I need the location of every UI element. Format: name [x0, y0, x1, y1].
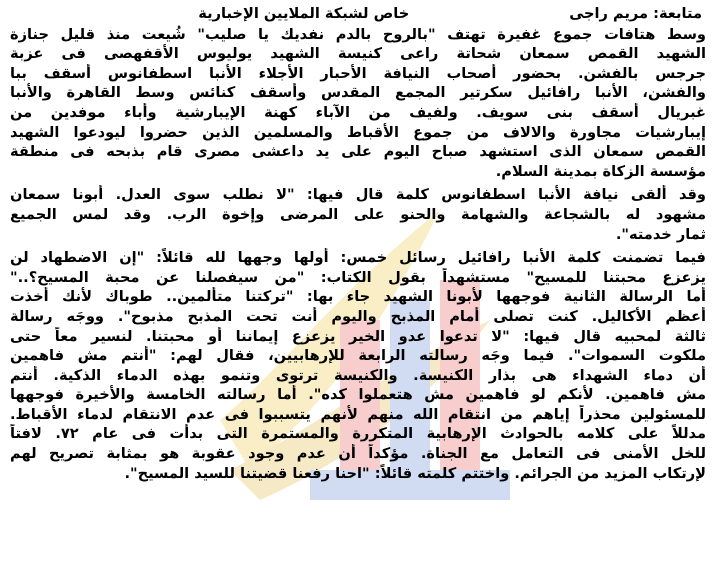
text-line: وقد ألقى نيافة الأنبا اسطفانوس كلمة قال فيها: "لا نطلب سوى العدل. أبونا سمعان	[10, 186, 706, 204]
text-line: أن دماء الشهداء هى بذار الكنيسة. والكنيسة ترتوى وتنمو بهذه الدماء الذكية. أنتم	[10, 366, 706, 384]
text-line: مؤسسة الزكاة بمدينة السلام.	[495, 162, 706, 180]
text-line: جرجس بالفشن. بحضور أصحاب النيافة الأحبار الأجلاء الأنبا اسطفانوس أسقف ببا	[10, 64, 706, 82]
text-line: للخل الأمنى فى التعامل مع الجناة. مؤكداً أن عدم وجود عقوبة هو بمثابة تصريح لهم	[10, 445, 706, 463]
text-line: فيما تضمنت كلمة الأنبا رافائيل رسائل خمس: أولها وجهها لله قائلاً: "إن الاضطهاد لن	[10, 249, 706, 267]
text-line: لإرتكاب المزيد من الجرائم. واختتم كلمته قائلاً: "احنا رفعنا قضيتنا للسيد المسيح".	[124, 464, 706, 482]
reporter-credit: متابعة: مريم راجى	[569, 5, 702, 22]
text-line: القمص سمعان الذى استشهد صباح اليوم على يد داعشى مصرى قام بذبحه فى منطقة	[10, 143, 706, 161]
text-line: إيبارشيات مجاورة والالاف من جموع الأقباط والمسلمين الذين حضروا ليودعوا الشهيد	[10, 123, 706, 141]
source-credit: خاص لشبكة الملايين الإخبارية	[198, 5, 410, 22]
text-line: يزعزع محبتنا للمسيح" مستشهداً بقول الكتاب: "من سيفصلنا عن محبة المسيح؟.."	[10, 268, 706, 286]
text-line: ملكوت السموات". فيما وجَه رسالته الرابعة للإرهابيين، فقال لهم: "أنتم مش فاهمين	[10, 347, 706, 365]
paragraph-3	[10, 248, 706, 483]
paragraph-1	[10, 25, 706, 182]
text-line: وسط هتافات جموع غفيرة تهتف "بالروح بالدم نفديك يا صليب" شُيعت منذ قليل جنازة	[10, 25, 706, 43]
text-line: مش فاهمين. لأنكم لو فاهمين مش هتعملوا كده". أما رسالته الخامسة والأخيرة فوجهها	[10, 386, 706, 404]
text-line: مدللاً على كلامه بالحوادث الإرهابية المتكررة والمستمرة التى بدأت فى عام ٧٢. لافتاً	[10, 425, 706, 443]
article-body	[10, 4, 706, 483]
text-line: أعظم الأكاليل. كنت تصلى أمام المذبح واليوم أنت تحت المذبح مذبوح". ووجَه رسالة	[10, 307, 706, 325]
text-line: ثالثة لمحبيه قال فيها: "لا تدعوا عدو الخير يزعزع إيماننا أو محبتنا. لنسير معاً حتى	[10, 327, 706, 345]
paragraph-2	[10, 185, 706, 244]
text-line: غبريال أسقف بنى سويف. ولفيف من الآباء كهنة الإيبارشية وأباء موفدين من	[10, 103, 706, 121]
text-line: للمسئولين محذراً إياهم من انتقام الله منهم لأنهم يتسببوا فى عدم الانتقام لدماء الأقباط.	[10, 405, 706, 423]
text-line: مشهود له بالشجاعة والشهامة والحنو على المرضى وإخوة الرب. وقد لمس الجميع	[10, 205, 706, 223]
text-line: ثمار خدمته".	[615, 225, 706, 243]
text-line: أما الرسالة الثانية فوجهها لأبونا الشهيد جاء بها: "تركتنا متألمين.. طوباك لأنك أخذت	[10, 288, 706, 306]
article-header	[10, 4, 706, 24]
text-line: والفشن، الأنبا رافائيل سكرتير المجمع المقدس وأسقف كنائس وسط القاهرة والأنبا	[10, 84, 706, 102]
text-line: الشهيد القمص سمعان شحاتة راعى كنيسة الشهيد يوليوس الأقفهصى فى عزبة	[10, 45, 706, 63]
